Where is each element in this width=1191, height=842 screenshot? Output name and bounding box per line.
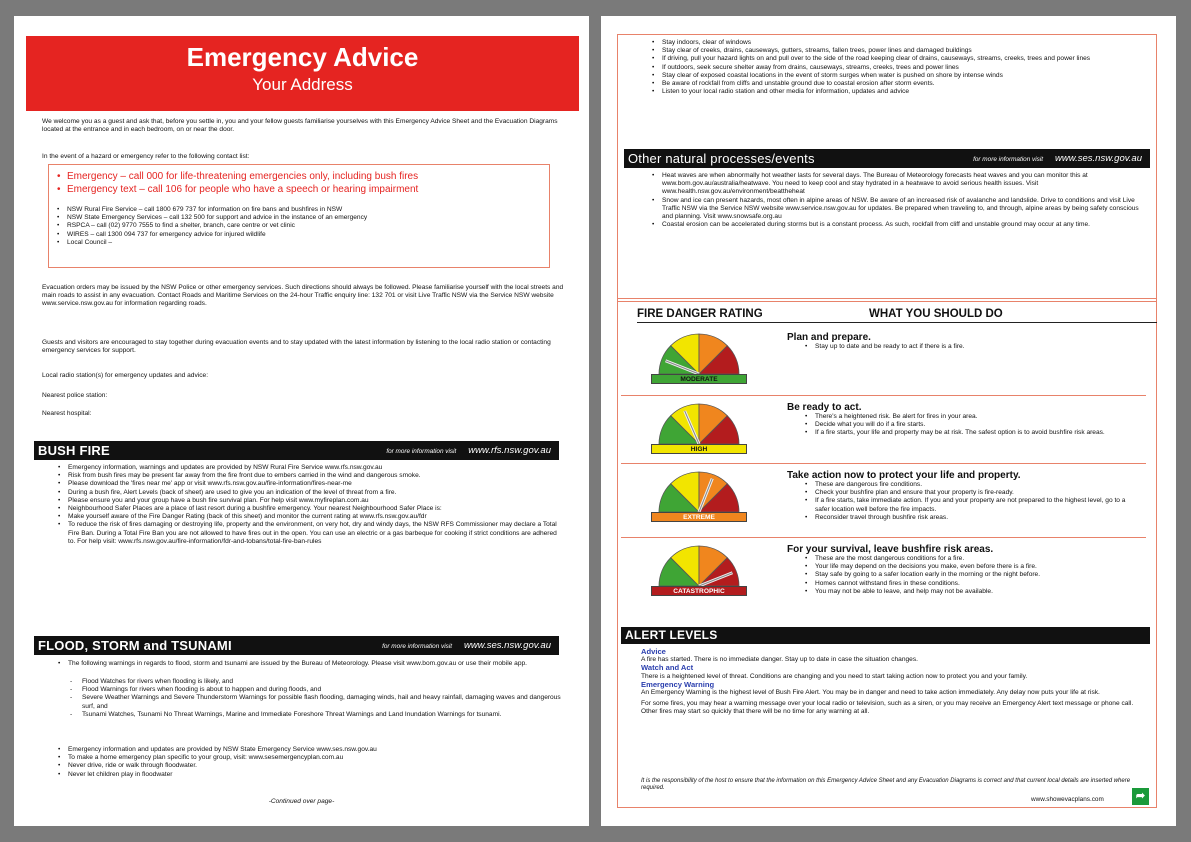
emergency-line: • Emergency text – call 106 for people who have a speech or hearing impairment [53,183,549,196]
list-item: • Be aware of rockfall from cliffs and unstable ground due to coastal erosion after storm events. [648,80,1148,88]
fdr-row [621,396,1146,464]
rating-label: MODERATE [651,374,747,384]
flood-warning-types [54,678,564,719]
contact-item: • NSW Rural Fire Service – call 1800 679 737 for information on fire bans and bushfires in NSW [53,206,549,214]
police-line: Nearest police station: [42,392,108,399]
emergency-line: • Emergency – call 000 for life-threatening emergencies only, including bush fires [53,170,549,183]
list-item: • The following warnings in regards to flood, storm and tsunami are issued by the Bureau of Meteorology. Please visit www.bom.gov.au or use their mobile app. [54,660,564,668]
list-item: • Never drive, ride or walk through floodwater. [54,762,564,770]
storm-list [648,39,1148,96]
alert-extra-text: For some fires, you may hear a warning message over your local radio or television, such as a siren, or you may receive an Emergency Alert text message or phone call. Other fires may start so quickly that there will be no time for any warning at all. [641,700,1134,716]
list-item: • Please ensure you and your group have a bush fire survival plan. For help visit www.myfireplan.com.au [54,497,564,505]
list-item: - Flood Warnings for rivers when flooding is about to happen and during floods, and [54,686,564,694]
intro-paragraph: We welcome you as a guest and ask that, before you settle in, you and your fellow guests familiarise yourselves with this Emergency Advice Sheet and the Evacuation Diagrams located at the entrance and in each bedroom, on or near the door. [42,118,558,134]
alert-levels-list [641,648,1141,717]
radio-line: Local radio station(s) for emergency updates and advice: [42,372,209,379]
alert-levels-bar [621,627,1150,644]
bush-fire-list [54,464,564,546]
flood-list [54,660,564,668]
fdr-advice-list [801,343,1137,351]
list-item: • Homes cannot withstand fires in these conditions. [801,580,1137,588]
contact-item: • WIRES – call 1300 094 737 for emergency advice for injured wildlife [53,231,549,239]
gauge-dial [651,542,747,588]
list-item: • If a fire starts, take immediate action. If you and your property are not prepared to the highest level, go to a safer location well before the fire impacts. [801,497,1137,513]
list-item: • Stay clear of creeks, drains, causeways, gutters, streams, fallen trees, power lines and damaged buildings [648,47,1148,55]
right-page [601,16,1176,826]
fdr-advice [787,402,1137,438]
contact-item: • RSPCA – call (02) 9770 7555 to find a shelter, branch, care centre or vet clinic [53,222,549,230]
host-footnote: It is the responsibility of the host to ensure that the information on this Emergency Advice Sheet and any Evacuation Diagrams is correct and that current local details are inserted where required. [641,778,1131,792]
flood-heading: FLOOD, STORM and TSUNAMI [38,638,232,653]
list-item: • Stay up to date and be ready to act if there is a fire. [801,343,1137,351]
natural-heading-bar [624,149,1150,168]
alert-text: A fire has started. There is no immediate danger. Stay up to date in case the situation changes. [641,656,918,664]
list-item: • Stay safe by going to a safer location early in the morning or the night before. [801,571,1137,579]
list-item: • Listen to your local radio station and other media for information, updates and advice [648,88,1148,96]
natural-more-info: for more information visit www.ses.nsw.gov.au [973,153,1142,164]
left-page [14,16,589,826]
fdr-advice [787,544,1137,596]
alert-text: An Emergency Warning is the highest level of Bush Fire Alert. You may be in danger and need to take action immediately. Any delay now puts your life at risk. [641,689,1100,697]
bush-fire-url[interactable]: www.rfs.nsw.gov.au [468,445,551,456]
list-item: - Severe Weather Warnings and Severe Thunderstorm Warnings for possible flash flooding, damaging winds, hail and heavy rainfall, damaging waves and dangerous surf, and [54,694,564,710]
list-item: - Tsunami Watches, Tsunami No Threat Warnings, Marine and Immediate Foreshore Threat Warnings and Land Inundation Warnings for tsunami. [54,711,564,719]
list-item: • Risk from bush fires may be present far away from the fire front due to embers carried in the wind and dangerous smoke. [54,472,564,480]
fire-danger-gauge [651,400,747,458]
evacuation-paragraph: Evacuation orders may be issued by the NSW Police or other emergency services. Such directions should always be followed. Please familiarise yourself with the local streets and main roads to assist in any evacuation. Contact Roads and Maritime Services on the 24-hour Traffic enquiry line: 132 701 or visit Live Traffic NSW via the Service NSW website www.service.nsw.gov.au for information regarding roads. [42,284,564,308]
contact-list [53,206,549,247]
fdr-row [621,464,1146,538]
footer-url[interactable]: www.showevacplans.com [1031,796,1104,803]
flood-url[interactable]: www.ses.nsw.gov.au [464,640,551,651]
list-item: • Snow and ice can present hazards, most often in alpine areas of NSW. Be aware of an increased risk of avalanche and landslide. Drive to conditions and visit Live Traffic NSW via the Service NSW website www.service.nsw.gov.au for updates. Be prepared when traveling to, and through, alpine areas by being safety conscious and planning. Visit www.snowsafe.org.au [648,197,1148,222]
fdr-advice-list [801,555,1137,596]
list-item: • Emergency information, warnings and updates are provided by NSW Rural Fire Service www.rfs.nsw.gov.au [54,464,564,472]
fire-danger-gauge [651,330,747,388]
list-item: • To make a home emergency plan specific to your group, visit: www.sesemergencyplan.com.au [54,754,564,762]
hazards-box [617,34,1157,302]
fdr-advice-list [801,481,1137,522]
list-item: • Make yourself aware of the Fire Danger Rating (back of this sheet) and monitor the current rating at www.rfs.nsw.gov.au/fdr [54,513,564,521]
fdr-divider [637,322,1157,323]
alert-text: There is a heightened level of threat. Conditions are changing and you need to start taking action now to protect you and your family. [641,672,1028,680]
alert-title: Watch and Act [641,663,694,673]
fdr-advice-title: Plan and prepare. [787,332,871,343]
fdr-advice [787,470,1137,522]
list-item: • Never let children play in floodwater [54,771,564,779]
list-item: • Stay indoors, clear of windows [648,39,1148,47]
list-item: • Neighbourhood Safer Places are a place of last resort during a bushfire emergency. Your nearest Neighbourhood Safer Place is: [54,505,564,513]
gauge-dial [651,400,747,446]
list-item: • If outdoors, seek secure shelter away from drains, causeways, streams, creeks, trees and power lines [648,64,1148,72]
exit-sign-icon: ➦ [1132,788,1149,805]
guests-paragraph: Guests and visitors are encouraged to stay together during evacuation events and to stay updated with the latest information by listening to the local radio station or contacting emergency services for support. [42,339,551,355]
emergency-lines [53,170,549,196]
contact-box [48,164,550,268]
list-item: • If driving, pull your hazard lights on and pull over to the side of the road keeping clear of drains, causeways, streams, creeks, trees and power lines [648,55,1148,63]
fdr-advice-title: For your survival, leave bushfire risk areas. [787,544,994,555]
list-item: • There's a heightened risk. Be alert for fires in your area. [801,413,1137,421]
fdr-action-heading: WHAT YOU SHOULD DO [869,308,1003,320]
list-item: • Heat waves are when abnormally hot weather lasts for several days. The Bureau of Meteorology forecasts heat waves and you can monitor this at www.bom.gov.au/australia/heatwave. You need to keep cool and stay hydrated in a heatwave to avoid serious health issues. Visit www.health.nsw.gov.au/environment/beattheheat [648,172,1148,197]
list-item: • Please download the 'fires near me' app or visit www.rfs.nsw.gov.au/fire-information/fires-near-me [54,480,564,488]
alert-title: Advice [641,647,666,656]
page-title: Emergency Advice [186,42,419,72]
natural-url[interactable]: www.ses.nsw.gov.au [1055,153,1142,164]
contact-item: • NSW State Emergency Services – call 132 500 for support and advice in the instance of an emergency [53,214,549,222]
list-item: • Decide what you will do if a fire starts. [801,421,1137,429]
list-item: • You may not be able to leave, and help may not be available. [801,588,1137,596]
list-item: • Coastal erosion can be accelerated during storms but is a constant process. As such, rockfall from cliff and unstable ground may occur at any time. [648,221,1148,229]
gauge-dial [651,468,747,514]
list-item: • Stay clear of exposed coastal locations in the event of storm surges when water is pushed on shore by intense winds [648,72,1148,80]
contact-intro: In the event of a hazard or emergency refer to the following contact list: [42,153,250,160]
list-item: • If a fire starts, your life and property may be at risk. The safest option is to avoid bushfire risk areas. [801,429,1137,437]
bush-fire-more-info: for more information visit www.rfs.nsw.gov.au [386,445,551,456]
list-item: • Reconsider travel through bushfire risk areas. [801,514,1137,522]
list-item: • These are dangerous fire conditions. [801,481,1137,489]
fire-danger-gauge [651,542,747,600]
natural-heading: Other natural processes/events [628,151,815,166]
list-item: • Check your bushfire plan and ensure that your property is fire-ready. [801,489,1137,497]
alert-levels-heading: ALERT LEVELS [625,628,718,642]
alert-title: Emergency Warning [641,679,715,689]
flood-heading-bar [34,636,559,655]
flood-more-info: for more information visit www.ses.nsw.gov.au [382,640,551,651]
fire-danger-gauge [651,468,747,526]
fdr-row [621,326,1146,396]
fdr-advice [787,332,1137,351]
list-item: - Flood Watches for rivers when flooding is likely, and [54,678,564,686]
list-item: • During a bush fire, Alert Levels (back of sheet) are used to give you an indication of the level of threat from a fire. [54,489,564,497]
flood-advice-list [54,746,564,779]
rating-label: CATASTROPHIC [651,586,747,596]
title-banner [26,36,579,111]
continued-note: -Continued over page- [268,798,335,805]
list-item: • Emergency information and updates are provided by NSW State Emergency Service www.ses.nsw.gov.au [54,746,564,754]
rating-label: HIGH [651,444,747,454]
fdr-advice-title: Be ready to act. [787,402,862,413]
list-item: • These are the most dangerous conditions for a fire. [801,555,1137,563]
rating-label: EXTREME [651,512,747,522]
gauge-dial [651,330,747,376]
natural-list [648,172,1148,229]
bush-fire-heading-bar [34,441,559,460]
fdr-advice-title: Take action now to protect your life and property. [787,470,1021,481]
list-item: • To reduce the risk of fires damaging or destroying life, property and the environment, on very hot, dry and windy days, the NSW RFS Commissioner may declare a Total Fire Ban. During a Total Fire Ban you are not allowed to have fires out in the open. You can use an electric or a gas barbeque for cooking if strict conditions are adhered to. For help visit: www.rfs.nsw.gov.au/fire-information/fdr-and-tobans/total-fire-ban-rules [54,521,564,546]
fdr-column-heading: FIRE DANGER RATING [637,308,763,320]
list-item: • Your life may depend on the decisions you make, even before there is a fire. [801,563,1137,571]
hospital-line: Nearest hospital: [42,410,92,417]
fdr-advice-list [801,413,1137,438]
page-subtitle: Your Address [252,75,353,94]
fdr-row [621,538,1146,620]
bush-fire-heading: BUSH FIRE [38,443,110,458]
contact-item: • Local Council – [53,239,549,247]
